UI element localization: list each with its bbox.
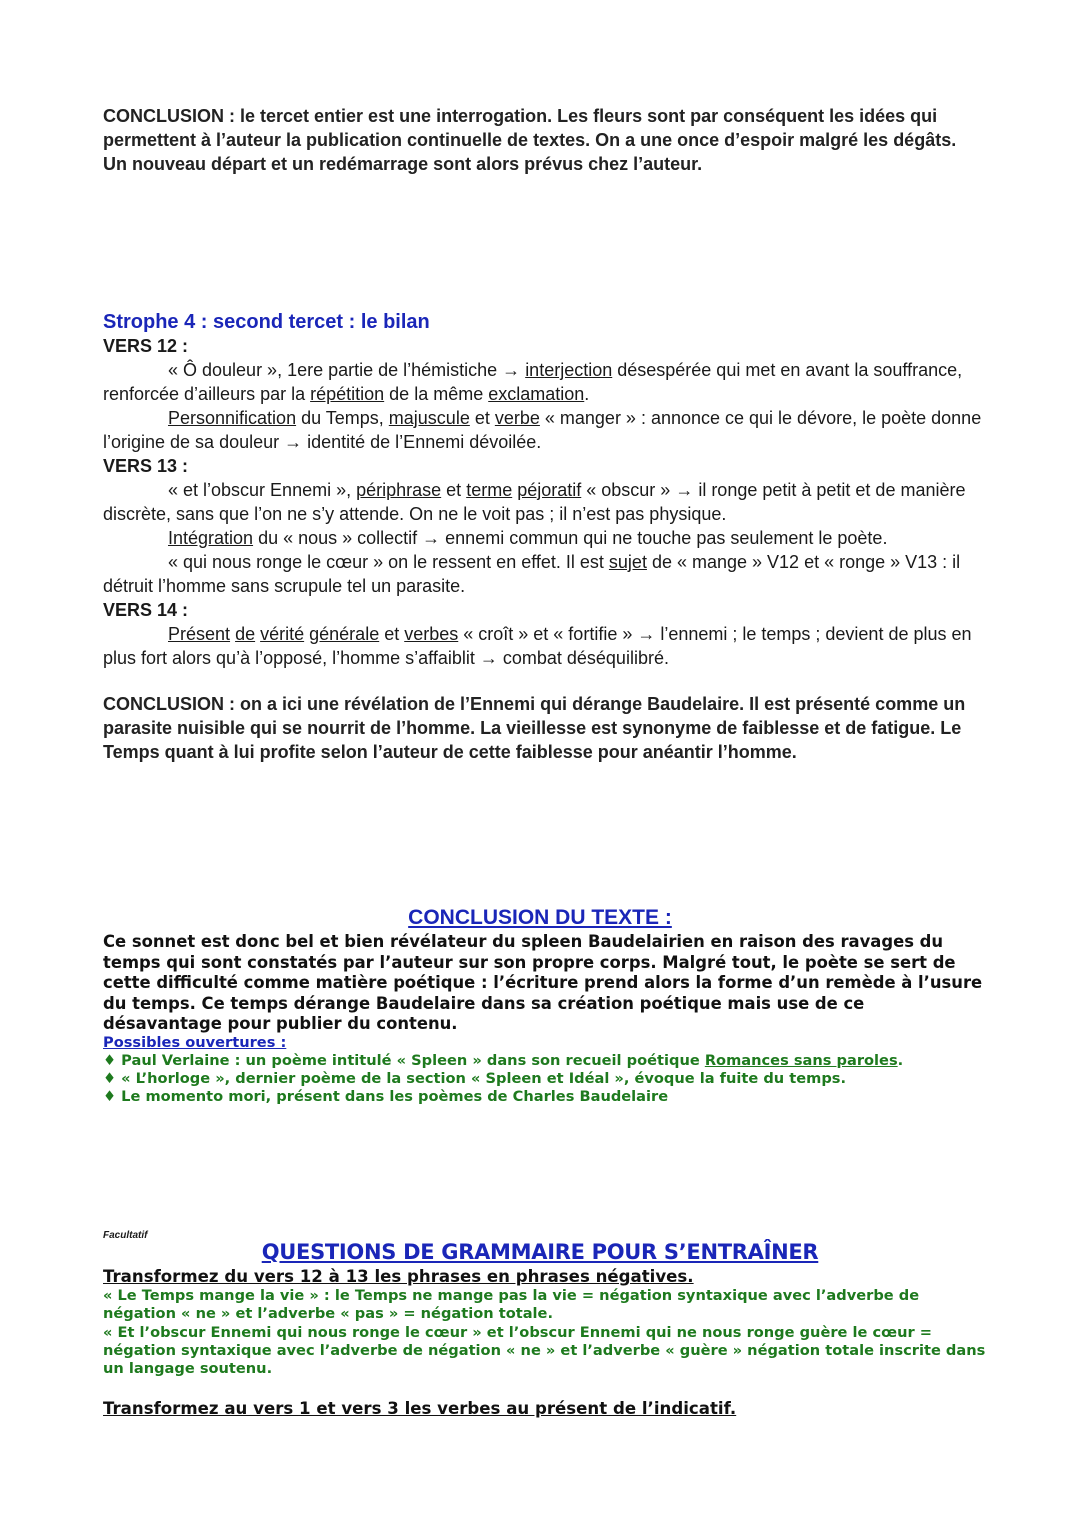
ouverture-item-3: ♦ Le momento mori, présent dans les poèmes de Charles Baudelaire (103, 1088, 669, 1105)
ouverture-item-1: ♦ Paul Verlaine : un poème intitulé « Spleen » dans son recueil poétique Romances sans paroles. (103, 1052, 904, 1069)
vers-12-paragraph-2: Personnification du Temps, majuscule et verbe « manger » : annonce ce qui le dévore, le poète donne l’origine de sa douleur → identité de l’Ennemi dévoilée. (103, 408, 982, 452)
grammaire-title: QUESTIONS DE GRAMMAIRE POUR S’ENTRAÎNER (261, 1240, 819, 1264)
ouvertures-label: Possibles ouvertures : (103, 1034, 287, 1051)
vers-12-label: VERS 12 : (103, 336, 189, 356)
romances-link[interactable]: Romances sans paroles (704, 1052, 898, 1069)
conclusion-texte-title: CONCLUSION DU TEXTE : (408, 906, 672, 929)
vers-13-paragraph-2: Intégration du « nous » collectif → ennemi commun qui ne touche pas seulement le poète. (168, 528, 888, 548)
grammaire-question-1: Transformez du vers 12 à 13 les phrases en phrases négatives. (103, 1267, 694, 1286)
vers-14-paragraph-1: Présent de vérité générale et verbes « croît » et « fortifie » → l’ennemi ; le temps ; devient de plus en plus fort alors qu’à l’opposé, l’homme s’affaiblit → combat déséquilibré. (103, 624, 972, 668)
vers-12-paragraph-1: « Ô douleur », 1ere partie de l’hémistiche → interjection désespérée qui met en avant la souffrance, renforcée d’ailleurs par la répétition de la même exclamation. (103, 360, 963, 404)
grammaire-question-2: Transformez au vers 1 et vers 3 les verbes au présent de l’indicatif. (103, 1399, 737, 1418)
facultatif-label: Facultatif (103, 1230, 148, 1241)
strophe-4-section (103, 310, 983, 670)
conclusion-texte-body: Ce sonnet est donc bel et bien révélateur du spleen Baudelairien en raison des ravages du temps qui sont constatés par l’auteur sur son propre corps. Malgré tout, le poète se sert de cette difficulté comme matière poétique : l’écriture prend alors la forme d’un remède à l’usure du temps. Ce temps dérange Baudelaire dans sa création poétique mais use de ce désavantage pour publier du contenu. (103, 932, 983, 1033)
vers-13-paragraph-1: « et l’obscur Ennemi », périphrase et terme péjoratif « obscur » → il ronge petit à petit et de manière discrète, sans que l’on ne s’y attende. On ne le voit pas ; il n’est pas physique. (103, 480, 966, 524)
strophe-4-heading: Strophe 4 : second tercet : le bilan (103, 311, 430, 333)
ouverture-item-2: ♦ « L’horloge », dernier poème de la section « Spleen et Idéal », évoque la fuite du temps. (103, 1070, 847, 1087)
grammaire-answer-1: « Le Temps mange la vie » : le Temps ne mange pas la vie = négation syntaxique avec l’adverbe de négation « ne » et l’adverbe « pas » = négation totale. (103, 1287, 920, 1322)
grammaire-answer-2: « Et l’obscur Ennemi qui nous ronge le cœur » et l’obscur Ennemi qui ne nous ronge guère le cœur = négation syntaxique avec l’adverbe de négation « ne » et l’adverbe « guère » négation totale inscrite dans un langage soutenu. (103, 1324, 986, 1377)
vers-13-label: VERS 13 : (103, 456, 189, 476)
ouvertures-list (103, 1052, 1003, 1106)
conclusion-strophe-4: CONCLUSION : on a ici une révélation de l’Ennemi qui dérange Baudelaire. Il est présenté comme un parasite nuisible qui se nourrit de l’homme. La vieillesse est synonyme de faiblesse et de fatigue. Le Temps quant à lui profite selon l’auteur de cette faiblesse pour anéantir l’homme. (103, 694, 966, 762)
vers-14-label: VERS 14 : (103, 600, 189, 620)
vers-13-paragraph-3: « qui nous ronge le cœur » on le ressent en effet. Il est sujet de « mange » V12 et « ronge » V13 : il détruit l’homme sans scrupule tel un parasite. (103, 552, 961, 596)
conclusion-tercet-1: CONCLUSION : le tercet entier est une interrogation. Les fleurs sont par conséquent les idées qui permettent à l’auteur la publication continuelle de textes. On a une once d’espoir malgré les dégâts. Un nouveau départ et un redémarrage sont alors prévus chez l’auteur. (103, 106, 957, 174)
